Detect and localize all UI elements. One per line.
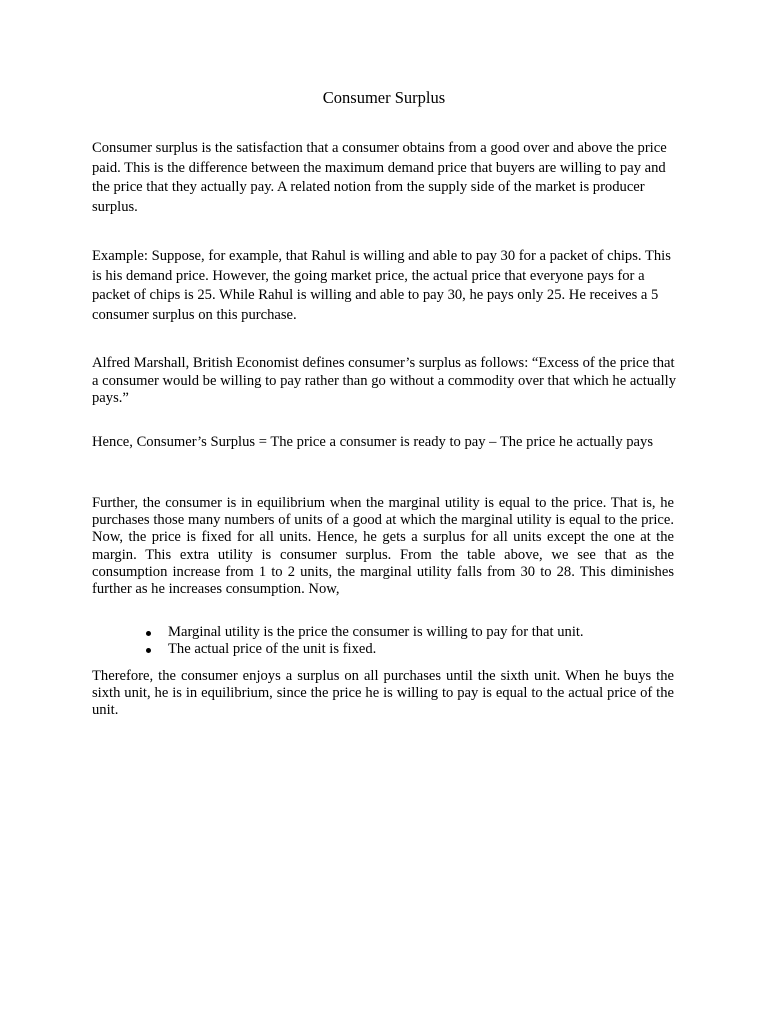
list-item	[146, 624, 666, 641]
page-title: Consumer Surplus	[322, 88, 446, 107]
bullet-list	[146, 624, 666, 658]
bullet-dot-icon	[146, 631, 151, 636]
paragraph-marshall-definition: Alfred Marshall, British Economist defines consumer’s surplus as follows: “Excess of the price that a consumer would be willing to pay rather than go without a commodity over that which he actually pays.”	[92, 355, 677, 406]
list-item-text: The actual price of the unit is fixed.	[168, 641, 377, 658]
paragraph-equilibrium: Further, the consumer is in equilibrium when the marginal utility is equal to the price. That is, he purchases those many numbers of units of a good at which the marginal utility is equal to the price. Now, the price is fixed for all units. Hence, he gets a surplus for all units except the one at the margin. This extra utility is consumer surplus. From the table above, we see that as the consumption increase from 1 to 2 units, the marginal utility falls from 30 to 28. This diminishes further as he increases consumption. Now,	[92, 495, 674, 598]
bullet-dot-icon	[146, 648, 151, 653]
paragraph-conclusion: Therefore, the consumer enjoys a surplus on all purchases until the sixth unit. When he buys the sixth unit, he is in equilibrium, since the price he is willing to pay is equal to the actual price of the unit.	[92, 668, 674, 719]
list-item-text: Marginal utility is the price the consumer is willing to pay for that unit.	[168, 624, 584, 640]
paragraph-example: Example: Suppose, for example, that Rahul is willing and able to pay 30 for a packet of chips. This is his demand price. However, the going market price, the actual price that everyone pays for a packet of chips is 25. While Rahul is willing and able to pay 30, he pays only 25. He receives a 5 consumer surplus on this purchase.	[92, 248, 671, 323]
paragraph-formula: Hence, Consumer’s Surplus = The price a consumer is ready to pay – The price he actually pays	[92, 434, 654, 450]
list-item	[146, 641, 666, 658]
paragraph-definition: Consumer surplus is the satisfaction that a consumer obtains from a good over and above the price paid. This is the difference between the maximum demand price that buyers are willing to pay and the price that they actually pay. A related notion from the supply side of the market is producer surplus.	[92, 140, 667, 215]
